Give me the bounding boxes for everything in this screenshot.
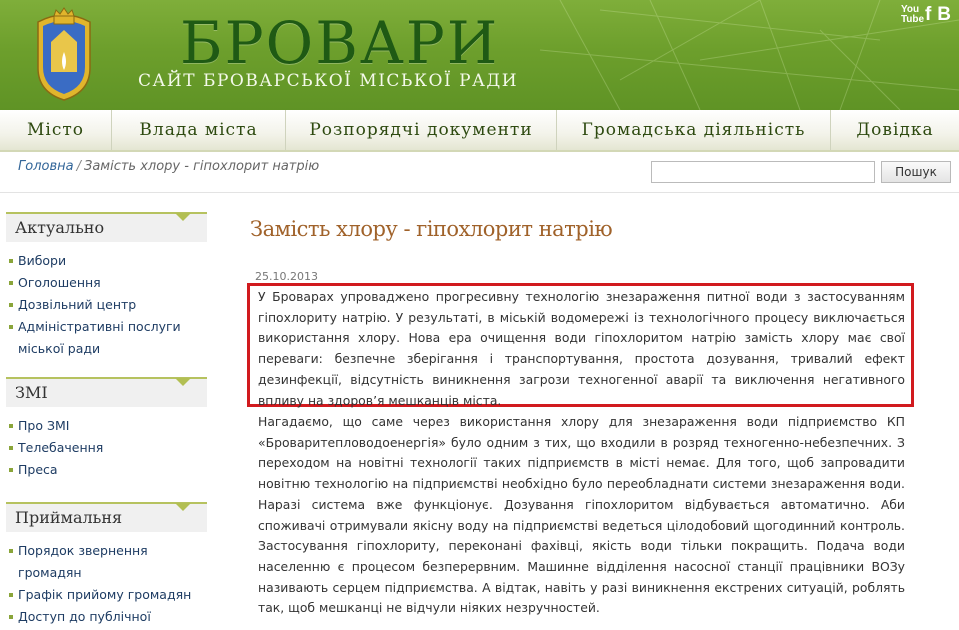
sidebar-list-pryimalnia <box>8 540 208 628</box>
search-input[interactable] <box>651 161 875 183</box>
sidebar-item-public-access[interactable]: Доступ до публічної <box>8 606 208 628</box>
sidebar-item-presa[interactable]: Преса <box>8 459 208 481</box>
sidebar-item-reception-schedule[interactable]: Графік прийому громадян <box>8 584 208 606</box>
sidebar-block-title-pryimalnia <box>6 502 207 532</box>
site-subtitle: САЙТ БРОВАРСЬКОЇ МІСЬКОЇ РАДИ <box>138 71 519 91</box>
sidebar-block-title-text: Приймальня <box>15 508 123 527</box>
sidebar-block-title-aktualno <box>6 212 207 242</box>
divider <box>0 192 959 193</box>
article-date: 25.10.2013 <box>255 270 318 283</box>
nav-item-community[interactable]: Громадська діяльність <box>557 110 831 150</box>
search-button[interactable]: Пошук <box>881 161 951 183</box>
site-header <box>0 0 959 110</box>
nav-item-vlada[interactable]: Влада міста <box>112 110 286 150</box>
nav-item-help[interactable]: Довідка <box>856 120 934 140</box>
sidebar-item-dozvilnyi-tsentr[interactable]: Дозвільний центр <box>8 294 208 316</box>
youtube-icon[interactable]: You Tube <box>900 4 925 25</box>
vkontakte-icon[interactable]: B <box>937 4 951 25</box>
breadcrumb-current: Замість хлору - гіпохлорит натрію <box>83 159 320 174</box>
site-title[interactable]: БРОВАРИ <box>180 9 500 77</box>
nav-item-misto[interactable]: Місто <box>0 110 112 150</box>
sidebar-item-order-of-appeal[interactable]: Порядок звернення громадян <box>8 540 208 584</box>
main-nav <box>0 110 959 152</box>
sidebar-item-telebachennia[interactable]: Телебачення <box>8 437 208 459</box>
triangle-marker-icon <box>175 213 191 221</box>
social-links <box>901 4 951 26</box>
sidebar-block-title-text: ЗМІ <box>15 383 48 402</box>
sidebar-block-title-zmi <box>6 377 207 407</box>
sidebar-item-admin-services[interactable]: Адміністративні послуги міської ради <box>8 316 208 360</box>
breadcrumb <box>18 159 319 174</box>
breadcrumb-separator: / <box>76 159 81 174</box>
article-paragraph: У Броварах упроваджено прогресивну технологію знезараження питної води з застосуванням гіпохлориту натрію. У результаті, в міській водомережі із технологічного процесу виключається використання хлору. Нова ера очищення води гіпохлоритом натрію замість хлору має свої переваги: безпечне зберігання і транспортування, простота дозування, тривалий ефект дезинфекції, відсутність виникнення загрози техногенної аварії та виключення негативного впливу на здоров’я мешканців міста. <box>258 289 905 408</box>
facebook-icon[interactable]: f <box>924 4 932 25</box>
triangle-marker-icon <box>175 378 191 386</box>
breadcrumb-home-link[interactable]: Головна <box>18 159 74 174</box>
article-paragraph: Нагадаємо, що саме через використання хлору для знезараження води підприємство КП «Броваритепловодоенергія» було одним з тих, що входили в розряд техногенно-небезпечних. З переходом на новітні технології таких підприємств в місті немає. Для того, щоб запровадити новітню технологію на підприємстві необхідно було переобладнати системи знезараження води. Наразі система вже функціонує. Дозування гіпохлоритом відбувається автоматично. Аби споживачі отримували якісну воду на підприємстві ведеться цілодобовий щогодинний контроль. Застосування гіпохлориту, переконані фахівці, якість води тільки покращить. Подача води населенню є процесом безперервним. Машинне відділення насосної станції працівники ВОЗу називають серцем підприємства. А відтак, навіть у разі виникнення екстрених ситуацій, роблять так, щоб мешканці не відчули ніяких незручностей. <box>258 414 905 616</box>
sidebar-list-zmi <box>8 415 208 481</box>
nav-item-documents[interactable]: Розпорядчі документи <box>286 110 557 150</box>
sidebar-item-vybory[interactable]: Вибори <box>8 250 208 272</box>
article-title: Замість хлору - гіпохлорит натрію <box>250 217 613 241</box>
triangle-marker-icon <box>175 503 191 511</box>
sidebar-item-ogoloshennia[interactable]: Оголошення <box>8 272 208 294</box>
sidebar-item-pro-zmi[interactable]: Про ЗМІ <box>8 415 208 437</box>
coat-of-arms-logo[interactable] <box>32 4 96 102</box>
sidebar-block-title-text: Актуально <box>15 218 105 237</box>
sidebar-list-aktualno <box>8 250 208 360</box>
